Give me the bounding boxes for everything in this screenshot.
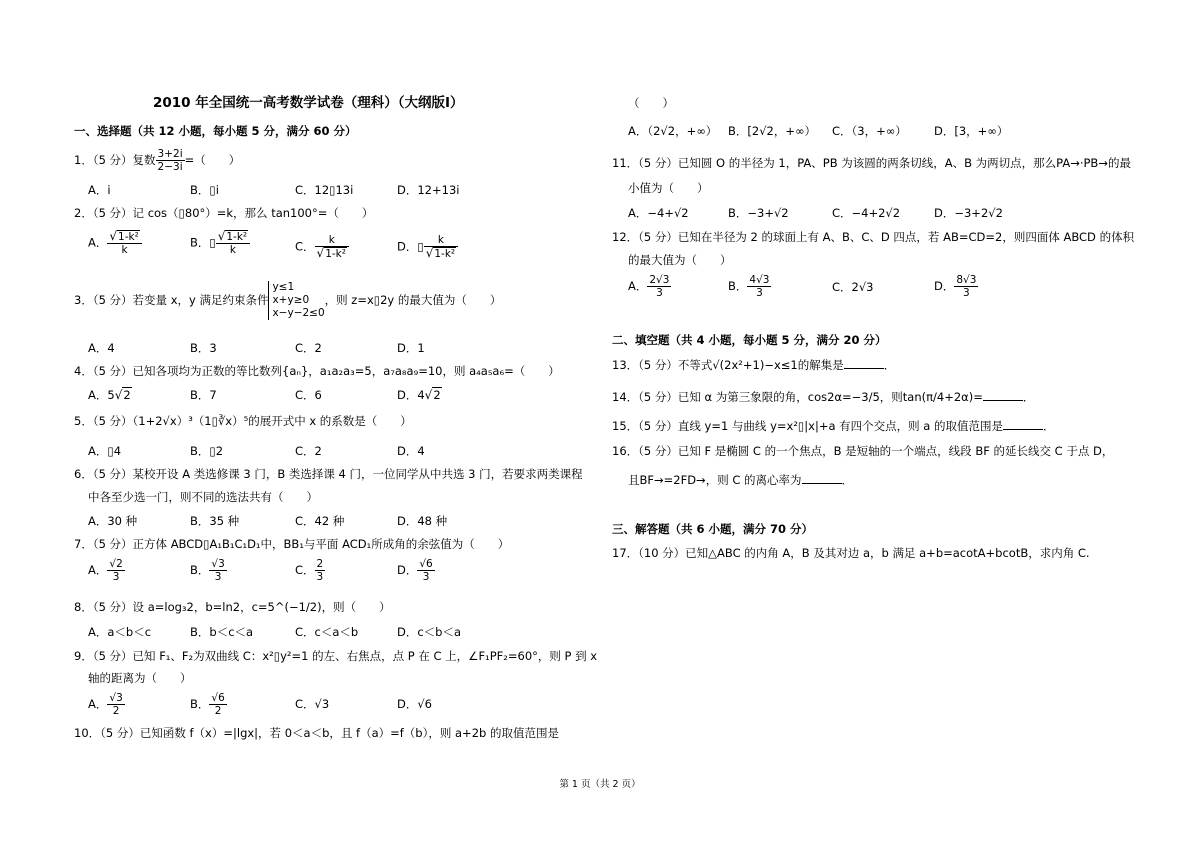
q8-option-a: A．a＜b＜c [88,625,152,639]
question-4: 4．（5 分）已知各项均为正数的等比数列{aₙ}，a₁a₂a₃=5，a₇a₈a₉=10，则 a₄a₅a₆=（ ） [74,364,560,378]
q2-d-root: 1-k² [434,248,456,260]
q10-option-c: C．（3，+∞） [832,124,907,138]
q10-option-d: D．[3，+∞） [934,124,1009,138]
question-17: 17．（10 分）已知△ABC 的内角 A，B 及其对边 a，b 满足 a+b=acotA+bcotB，求内角 C. [612,546,1090,560]
q4-d-label: D．4 [397,388,425,402]
q4-option-c: C．6 [295,388,322,402]
q7-option-b [190,558,227,583]
q9-b-label: B． [190,697,210,711]
q2-c-frac: $\frac{k}{\text{√1-k²}}$ [315,234,349,260]
q3-constraint-2: x+y≥0 [272,294,310,306]
q9-option-c: C．√3 [295,697,330,711]
q9-a-label: A． [88,697,108,711]
page-title: 2010 年全国统一高考数学试卷（理科）（大纲版Ⅰ） [153,95,464,111]
q7-d-label: D． [397,563,418,577]
question-6-line-2: 中各至少选一门，则不同的选法共有（ ） [88,490,318,504]
q1-option-b: B．▯i [190,183,219,197]
q1-stem-post: =（ ） [184,153,241,167]
q2-d-num: k [424,234,458,247]
question-11-line-2: 小值为（ ） [628,181,709,195]
question-16-line-1: 16．（5 分）已知 F 是椭圆 C 的一个焦点，B 是短轴的一个端点，线段 BF 的延长线交 C 于点 D， [612,444,1114,458]
question-8: 8．（5 分）设 a=log₃2，b=ln2，c=5^(−1/2)，则（ ） [74,600,391,614]
q12-a-label: A． [628,279,648,293]
q3-option-d: D．1 [397,341,425,355]
q4-option-a: A．5√2 [88,388,131,402]
q4-a-root: 2 [123,388,131,402]
section-heading-fill: 二、填空题（共 4 小题，每小题 5 分，满分 20 分） [612,333,887,347]
q2-c-root: 1-k² [325,248,346,260]
q2-b-label: B．▯ [190,235,216,250]
q5-option-c: C．2 [295,444,322,458]
q6-option-b: B．35 种 [190,514,240,528]
q3-option-b: B．3 [190,341,217,355]
q7-d-den: 3 [422,571,430,583]
q10-option-a: A．（2√2，+∞） [628,124,718,138]
q12-b-num: 4√3 [749,274,770,286]
q12-d-den: 3 [963,287,970,299]
question-9-line-1: 9．（5 分）已知 F₁、F₂为双曲线 C：x²▯y²=1 的左、右焦点，点 P 在 C 上，∠F₁PF₂=60°，则 P 到 x [74,649,598,663]
question-6-line-1: 6．（5 分）某校开设 A 类选修课 3 门，B 类选择课 4 门，一位同学从中共选 3 门，若要求两类课程 [74,467,583,481]
q3-constraint-1: y≤1 [272,281,295,293]
q2-a-label: A． [88,235,108,250]
q15-end: ． [1043,419,1055,433]
q12-a-den: 3 [656,287,663,299]
q9-option-a [88,692,125,717]
q12-option-a [628,274,671,299]
q11-option-c: C．−4+2√2 [832,206,901,220]
q5-option-d: D．4 [397,444,425,458]
q12-b-den: 3 [756,287,763,299]
q1-denominator: 2−3i [157,161,183,173]
q8-option-d: D．c＜b＜a [397,625,462,639]
q3-stem-pre: 3．（5 分）若变量 x，y 满足约束条件 [74,293,269,307]
q2-option-d [397,234,458,260]
q1-fraction [156,148,185,173]
q5-option-a: A．▯4 [88,444,122,458]
q12-option-d [934,274,978,299]
question-12-line-1: 12．（5 分）已知在半径为 2 的球面上有 A、B、C、D 四点，若 AB=CD=2，则四面体 ABCD 的体积 [612,230,1135,244]
q1-stem-pre: 1．（5 分）复数 [74,153,156,167]
q9-a-num: √3 [109,692,123,704]
q12-option-c: C．2√3 [832,280,874,294]
question-10-line-1: 10．（5 分）已知函数 f（x）=|lgx|，若 0＜a＜b，且 f（a）=f（b），则 a+2b 的取值范围是 [74,726,559,740]
q1-option-a: A．i [88,183,111,197]
q2-b-frac: $\frac{\text{√1-k²}}{k}$ [216,230,250,256]
q16-stem: 且BF→=2FD→，则 C 的离心率为 [628,473,802,487]
q6-option-d: D．48 种 [397,514,448,528]
q11-option-d: D．−3+2√2 [934,206,1003,220]
q14-answer-blank[interactable] [983,390,1023,401]
q2-option-c [295,234,349,260]
q16-answer-blank[interactable] [802,473,842,484]
question-11-line-1: 11．（5 分）已知圆 O 的半径为 1，PA、PB 为该圆的两条切线，A、B 为两切点，那么PA→·PB→的最 [612,156,1131,170]
q15-answer-blank[interactable] [1003,419,1043,430]
q7-a-num: √2 [109,558,123,570]
q3-stem-post: ，则 z=x▯2y 的最大值为（ ） [324,293,502,307]
q7-c-label: C． [295,563,315,577]
q7-c-num: 2 [316,558,324,570]
question-7: 7．（5 分）正方体 ABCD▯A₁B₁C₁D₁中，BB₁与平面 ACD₁所成角的余弦值为（ ） [74,537,510,551]
q3-option-c: C．2 [295,341,322,355]
q4-option-b: B．7 [190,388,217,402]
q15-stem: 15．（5 分）直线 y=1 与曲线 y=x²▯|x|+a 有四个交点，则 a 的取值范围是 [612,419,1004,433]
q12-a-num: 2√3 [649,274,670,286]
q4-a-label: A．5 [88,388,115,402]
question-1 [74,148,240,173]
q2-option-b [190,230,250,256]
q7-option-a [88,558,125,583]
question-5: 5．（5 分）（1+2√x）³（1▯∛x）⁵的展开式中 x 的系数是（ ） [74,414,412,428]
q6-option-a: A．30 种 [88,514,138,528]
q11-option-b: B．−3+√2 [728,206,789,220]
q12-option-b [728,274,771,299]
q13-end: ． [883,358,896,372]
q12-b-label: B． [728,279,748,293]
q8-option-b: B．b＜c＜a [190,625,254,639]
q2-c-label: C． [295,239,315,254]
q5-option-b: B．▯2 [190,444,224,458]
q3-constraint-system [268,281,324,320]
question-13 [612,358,895,372]
q9-b-num: √6 [211,692,225,704]
q2-b-root: 1-k² [226,231,248,243]
q2-option-a [88,230,142,256]
q1-option-d: D．12+13i [397,183,460,197]
q7-a-den: 3 [112,571,120,583]
question-16-line-2 [628,473,853,487]
q9-option-b [190,692,227,717]
q16-end: ． [841,473,854,487]
q7-b-label: B． [190,563,210,577]
q1-option-c: C．12▯13i [295,183,354,197]
q2-a-den: k [121,244,128,256]
q14-stem: 14．（5 分）已知 α 为第三象限的角，cos2α=−3/5，则tan(π/4+2α)= [612,390,983,404]
question-3 [74,281,501,320]
q4-d-root: 2 [433,388,441,402]
q2-d-frac: $\frac{k}{\text{√1-k²}}$ [424,234,458,260]
q12-d-label: D． [934,279,955,293]
q1-numerator: 3+2i [157,148,183,160]
question-12-line-2: 的最大值为（ ） [628,253,732,267]
q10-option-b: B．[2√2，+∞） [728,124,817,138]
q2-a-frac: $\frac{\text{√1-k²}}{k}$ [107,230,141,256]
q4-option-d: D．4√2 [397,388,441,402]
q14-end: ． [1022,390,1035,404]
q12-d-num: 8√3 [956,274,977,286]
q8-option-c: C．c＜a＜b [295,625,359,639]
q7-a-label: A． [88,563,108,577]
page-footer: 第 1 页（共 2 页） [559,779,641,790]
q2-c-num: k [315,234,349,247]
question-10-line-2: （ ） [628,96,674,110]
q9-a-den: 2 [112,705,120,717]
question-9-line-2: 轴的距离为（ ） [88,671,192,685]
q9-b-den: 2 [214,705,222,717]
q13-stem: 13．（5 分）不等式√(2x²+1)−x≤1的解集是 [612,358,844,372]
question-15 [612,419,1055,433]
question-14 [612,390,1034,404]
section-heading-choice: 一、选择题（共 12 小题，每小题 5 分，满分 60 分） [74,124,357,138]
q7-c-den: 3 [316,571,324,583]
q7-option-d [397,558,435,583]
q11-option-a: A．−4+√2 [628,206,689,220]
q2-b-den: k [229,244,236,256]
q2-a-root: 1-k² [118,231,139,243]
section-heading-solve: 三、解答题（共 6 小题，满分 70 分） [612,522,814,536]
q6-option-c: C．42 种 [295,514,345,528]
q3-constraint-3: x−y−2≤0 [272,307,325,319]
q13-answer-blank[interactable] [844,358,884,369]
question-2: 2．（5 分）记 cos（▯80°）=k，那么 tan100°=（ ） [74,206,374,220]
q2-d-label: D．▯ [397,239,424,254]
q7-option-c [295,558,325,583]
q7-b-den: 3 [214,571,222,583]
q7-d-num: √6 [419,558,433,570]
q7-b-num: √3 [211,558,225,570]
q3-option-a: A．4 [88,341,115,355]
q9-option-d: D．√6 [397,697,432,711]
